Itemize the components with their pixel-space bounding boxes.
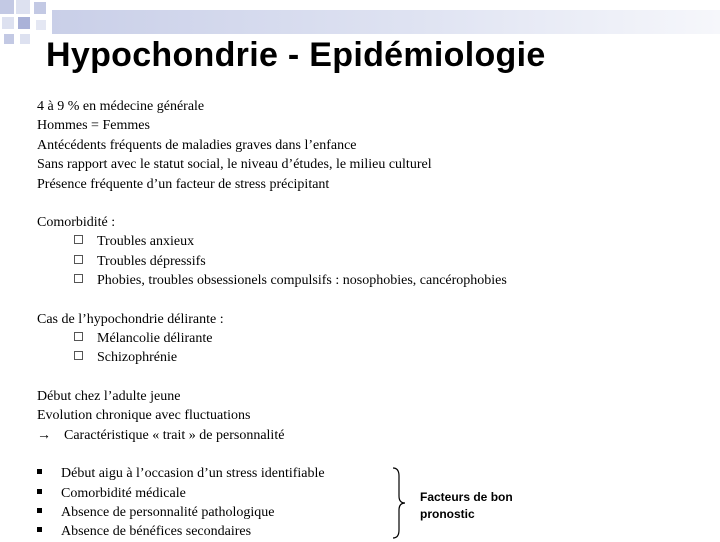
checkbox-bullet-icon [74,235,83,244]
list-item-text: Absence de personnalité pathologique [61,504,275,520]
deco-square [20,34,30,44]
good-prognosis-block [37,464,707,542]
intro-line: Sans rapport avec le statut social, le niveau d’études, le milieu culturel [37,157,432,173]
checkbox-bullet-icon [74,255,83,264]
slide-body [37,97,707,542]
deco-square [18,17,30,29]
deco-square [16,0,30,14]
square-bullet-icon [37,469,42,474]
checkbox-bullet-icon [74,351,83,360]
list-item [37,232,707,251]
list-item-text: Mélancolie délirante [97,331,213,347]
comorbidity-heading: Comorbidité : [37,215,116,231]
list-item [37,329,707,348]
list-item-text: Troubles dépressifs [97,253,206,269]
delusional-heading: Cas de l’hypochondrie délirante : [37,311,224,327]
list-item-text: Comorbidité médicale [61,485,186,501]
deco-square [36,20,46,30]
course-arrow-text: Caractéristique « trait » de personnalité [64,427,285,443]
square-bullet-icon [37,527,42,532]
curly-brace-icon [391,466,409,540]
list-item-text: Troubles anxieux [97,234,195,250]
slide-title: Hypochondrie - Epidémiologie [46,36,546,74]
delusional-block [37,310,707,368]
prognosis-note [420,489,530,523]
deco-square [2,17,14,29]
list-item [37,252,707,271]
intro-line: 4 à 9 % en médecine générale [37,99,205,114]
comorbidity-block [37,213,707,291]
list-item [37,464,707,483]
arrow-right-icon: → [37,427,51,443]
list-item-text: Absence de bénéfices secondaires [61,524,252,540]
deco-square [0,0,14,14]
course-block [37,387,707,445]
list-item-text: Schizophrénie [97,350,178,366]
deco-square [34,2,46,14]
checkbox-bullet-icon [74,332,83,341]
intro-block [37,97,707,194]
list-item [37,348,707,367]
course-arrow-line [37,426,707,445]
prognosis-note-line: Facteurs de bon [420,490,513,505]
course-line: Evolution chronique avec fluctuations [37,408,251,424]
header-gradient-bar [52,10,720,34]
course-line: Début chez l’adulte jeune [37,388,181,404]
intro-line: Présence fréquente d’un facteur de stress précipitant [37,176,330,192]
checkbox-bullet-icon [74,274,83,283]
square-bullet-icon [37,508,42,513]
list-item-text: Phobies, troubles obsessionels compulsifs : nosophobies, cancérophobies [97,273,507,289]
list-item [37,503,707,522]
list-item [37,484,707,503]
prognosis-note-line: pronostic [420,507,475,522]
list-item-text: Début aigu à l’occasion d’un stress identifiable [61,466,325,482]
list-item [37,271,707,290]
intro-line: Antécédents fréquents de maladies graves dans l’enfance [37,137,357,153]
list-item [37,522,707,541]
deco-square [4,34,14,44]
square-bullet-icon [37,489,42,494]
intro-line: Hommes = Femmes [37,118,150,134]
